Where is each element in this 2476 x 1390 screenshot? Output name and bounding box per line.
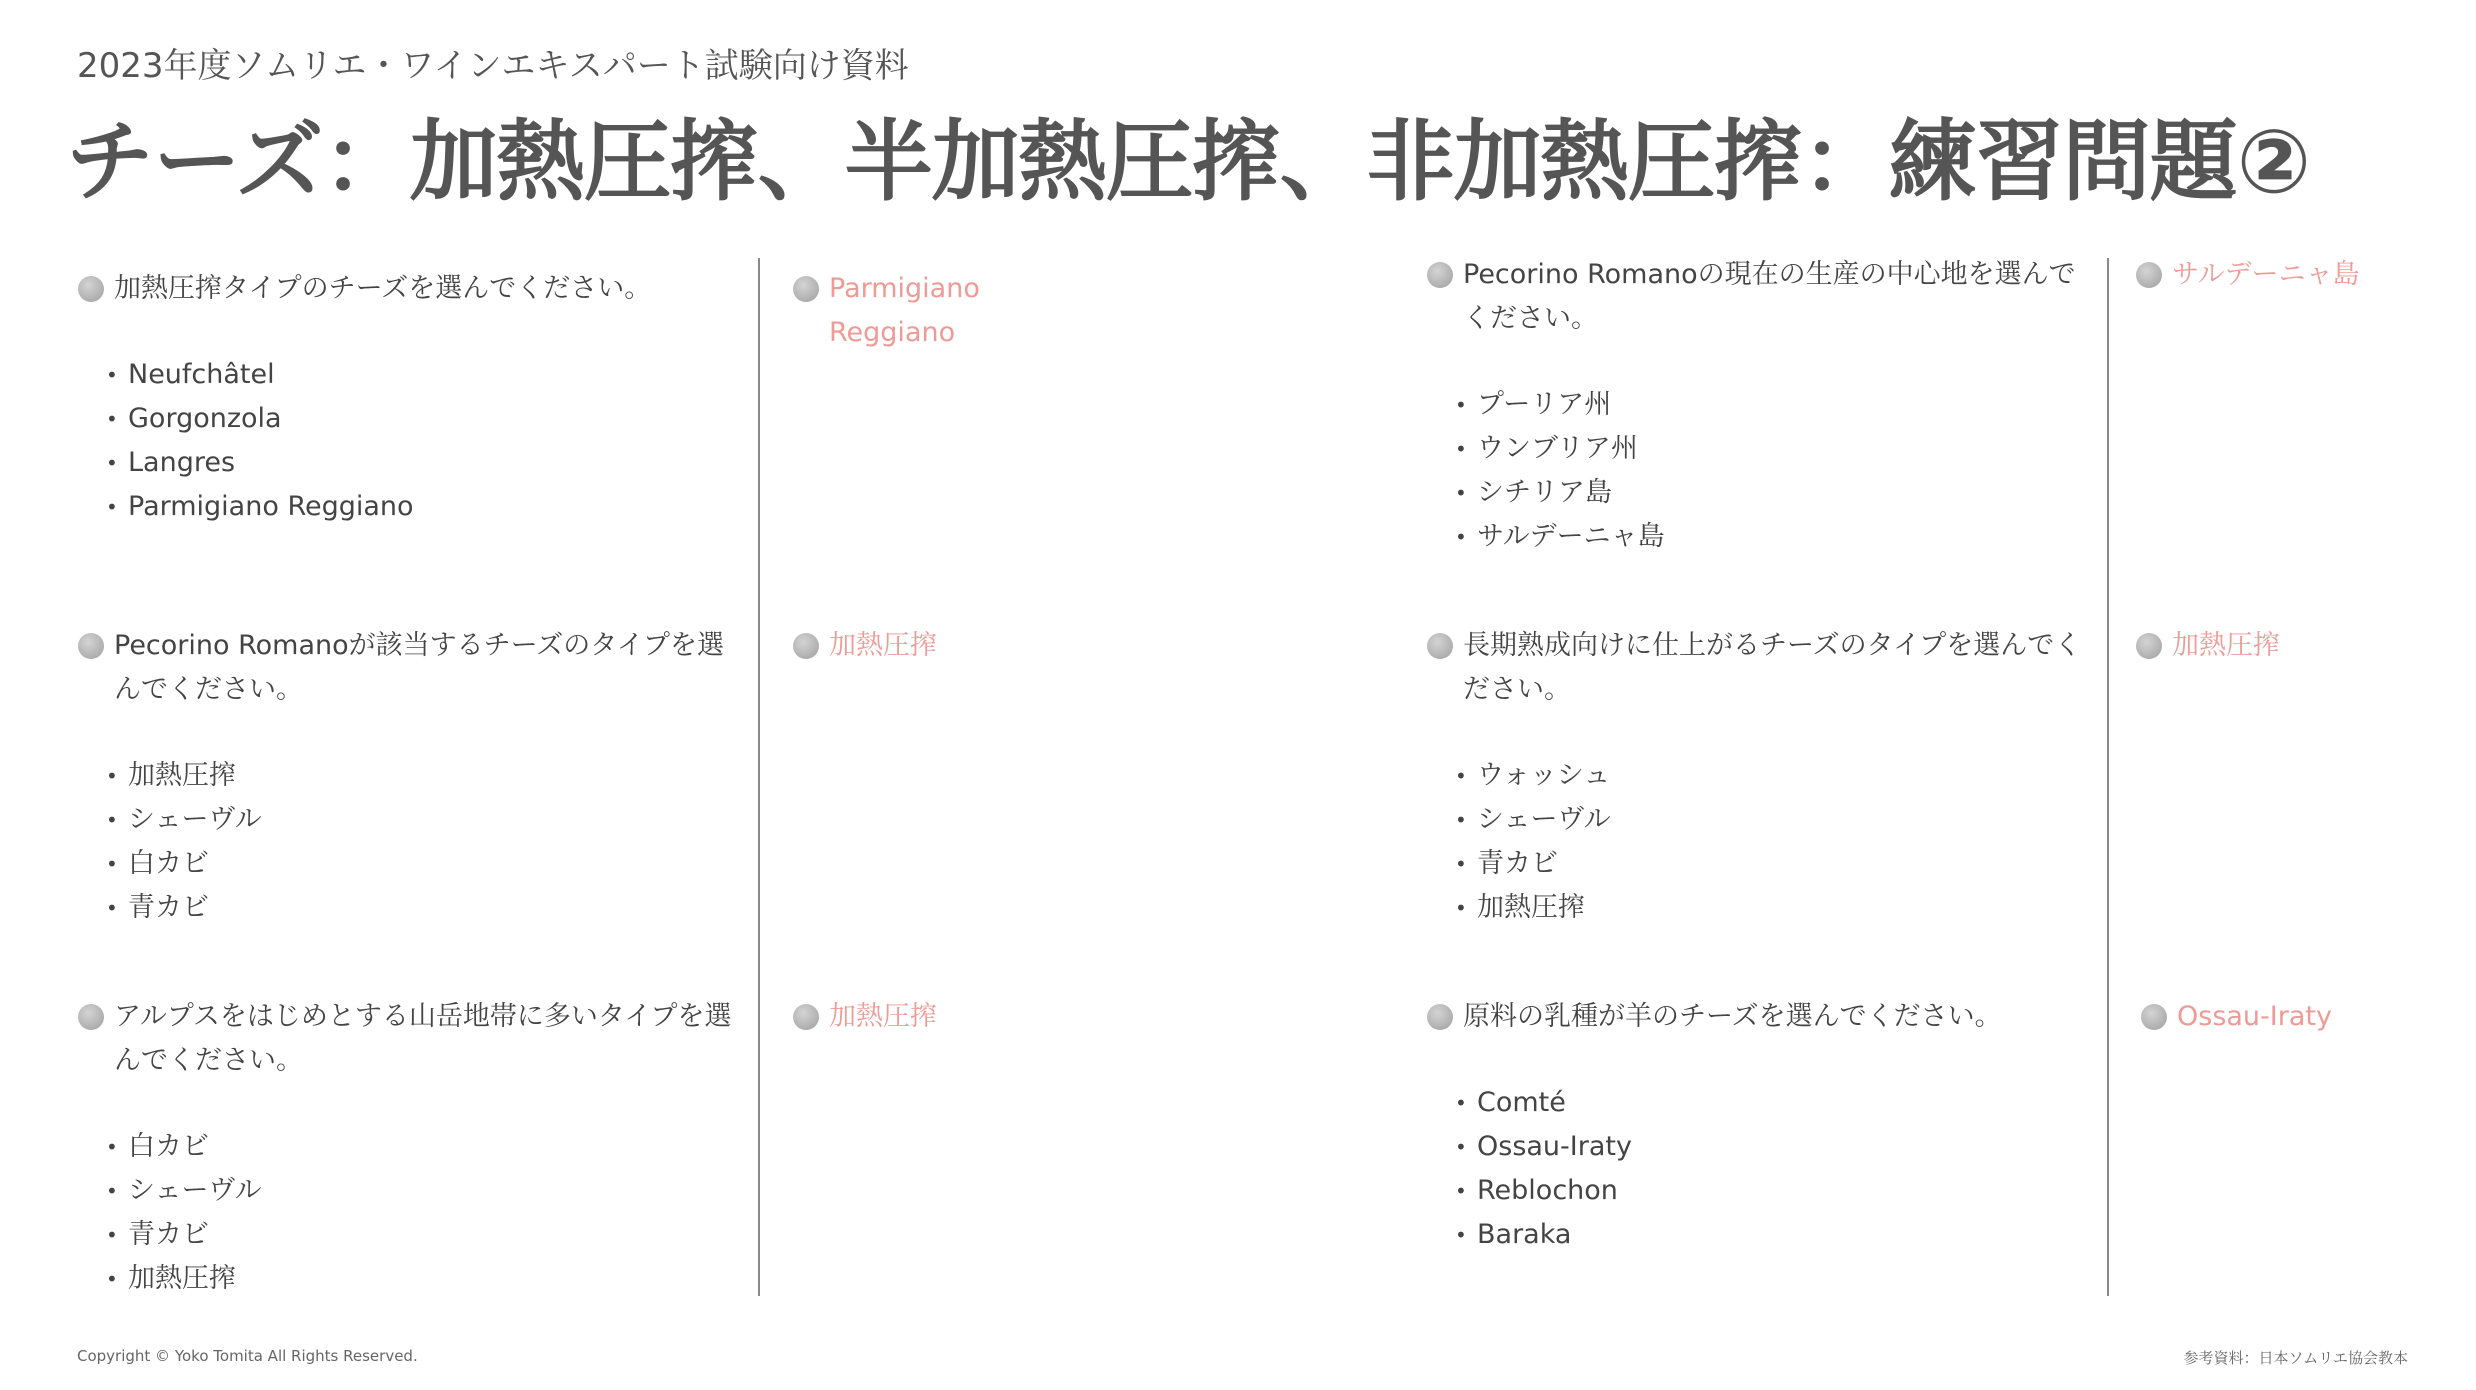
option-item: • 白カビ [106,1125,748,1169]
bullet-circle-icon [1427,1004,1453,1030]
option-item: • Langres [106,441,748,485]
question-3 [78,995,748,1301]
bullet-circle-icon [2141,1004,2167,1030]
question-text: Pecorino Romanoが該当するチーズのタイプを選んでください。 [114,630,724,705]
bullet-circle-icon [2136,262,2162,288]
answer-text: サルデーニャ島 [2172,259,2360,290]
option-item: • シチリア島 [1455,471,2097,515]
answer-text: 加熱圧搾 [2172,630,2280,661]
option-item: • 青カビ [106,886,748,930]
option-item: • Comté [1455,1081,2097,1125]
answer-text: 加熱圧搾 [829,630,937,661]
option-list [1427,1081,2097,1257]
bullet-circle-icon [78,276,104,302]
reference-text: 参考資料：日本ソムリエ協会教本 [2183,1349,2408,1367]
option-item: • Neufchâtel [106,353,748,397]
question-2 [78,624,748,930]
option-item: • シェーヴル [1455,798,2097,842]
question-text: 原料の乳種が羊のチーズを選んでください。 [1463,1001,2002,1032]
answer-1 [793,267,999,355]
copyright-text: Copyright © Yoko Tomita All Rights Reserved. [77,1347,418,1365]
option-item: • 加熱圧搾 [106,754,748,798]
option-item: • シェーヴル [106,1169,748,1213]
option-list [78,353,748,529]
question-text: アルプスをはじめとする山岳地帯に多いタイプを選んでください。 [114,1001,732,1076]
answer-2 [793,624,1129,668]
bullet-circle-icon [1427,262,1453,288]
question-text: Pecorino Romanoの現在の生産の中心地を選んでください。 [1463,259,2076,334]
bullet-circle-icon [793,633,819,659]
answer-6 [2141,995,2476,1039]
option-item: • 加熱圧搾 [1455,886,2097,930]
bullet-circle-icon [78,633,104,659]
option-item: • 青カビ [106,1213,748,1257]
option-item: • シェーヴル [106,798,748,842]
divider-right [2107,258,2109,1296]
option-item: • 加熱圧搾 [106,1257,748,1301]
option-item: • Parmigiano Reggiano [106,485,748,529]
option-list [1427,754,2097,930]
bullet-circle-icon [793,1004,819,1030]
option-list [1427,383,2097,559]
option-item: • Gorgonzola [106,397,748,441]
option-item: • ウォッシュ [1455,754,2097,798]
question-5 [1427,624,2097,930]
answer-text: Ossau-Iraty [2177,1001,2332,1032]
option-item: • 青カビ [1455,842,2097,886]
option-item: • 白カビ [106,842,748,886]
page-subtitle: 2023年度ソムリエ・ワインエキスパート試験向け資料 [77,46,909,86]
bullet-circle-icon [2136,633,2162,659]
divider-left [758,258,760,1296]
question-text: 加熱圧搾タイプのチーズを選んでください。 [114,273,652,304]
option-item: • プーリア州 [1455,383,2097,427]
option-item: • Ossau-Iraty [1455,1125,2097,1169]
question-text: 長期熟成向けに仕上がるチーズのタイプを選んでください。 [1463,630,2082,705]
answer-text: 加熱圧搾 [829,1001,937,1032]
bullet-circle-icon [793,276,819,302]
question-4 [1427,253,2097,559]
bullet-circle-icon [78,1004,104,1030]
bullet-circle-icon [1427,633,1453,659]
option-item: • ウンブリア州 [1455,427,2097,471]
option-list [78,1125,748,1301]
page-title: チーズ：加熱圧搾、半加熱圧搾、非加熱圧搾：練習問題② [66,110,2311,213]
answer-3 [793,995,1129,1039]
answer-text: Parmigiano Reggiano [829,273,980,348]
option-list [78,754,748,930]
option-item: • Reblochon [1455,1169,2097,1213]
question-1 [78,267,748,529]
answer-5 [2136,624,2472,668]
question-6 [1427,995,2097,1257]
answer-4 [2136,253,2472,297]
option-item: • サルデーニャ島 [1455,515,2097,559]
option-item: • Baraka [1455,1213,2097,1257]
